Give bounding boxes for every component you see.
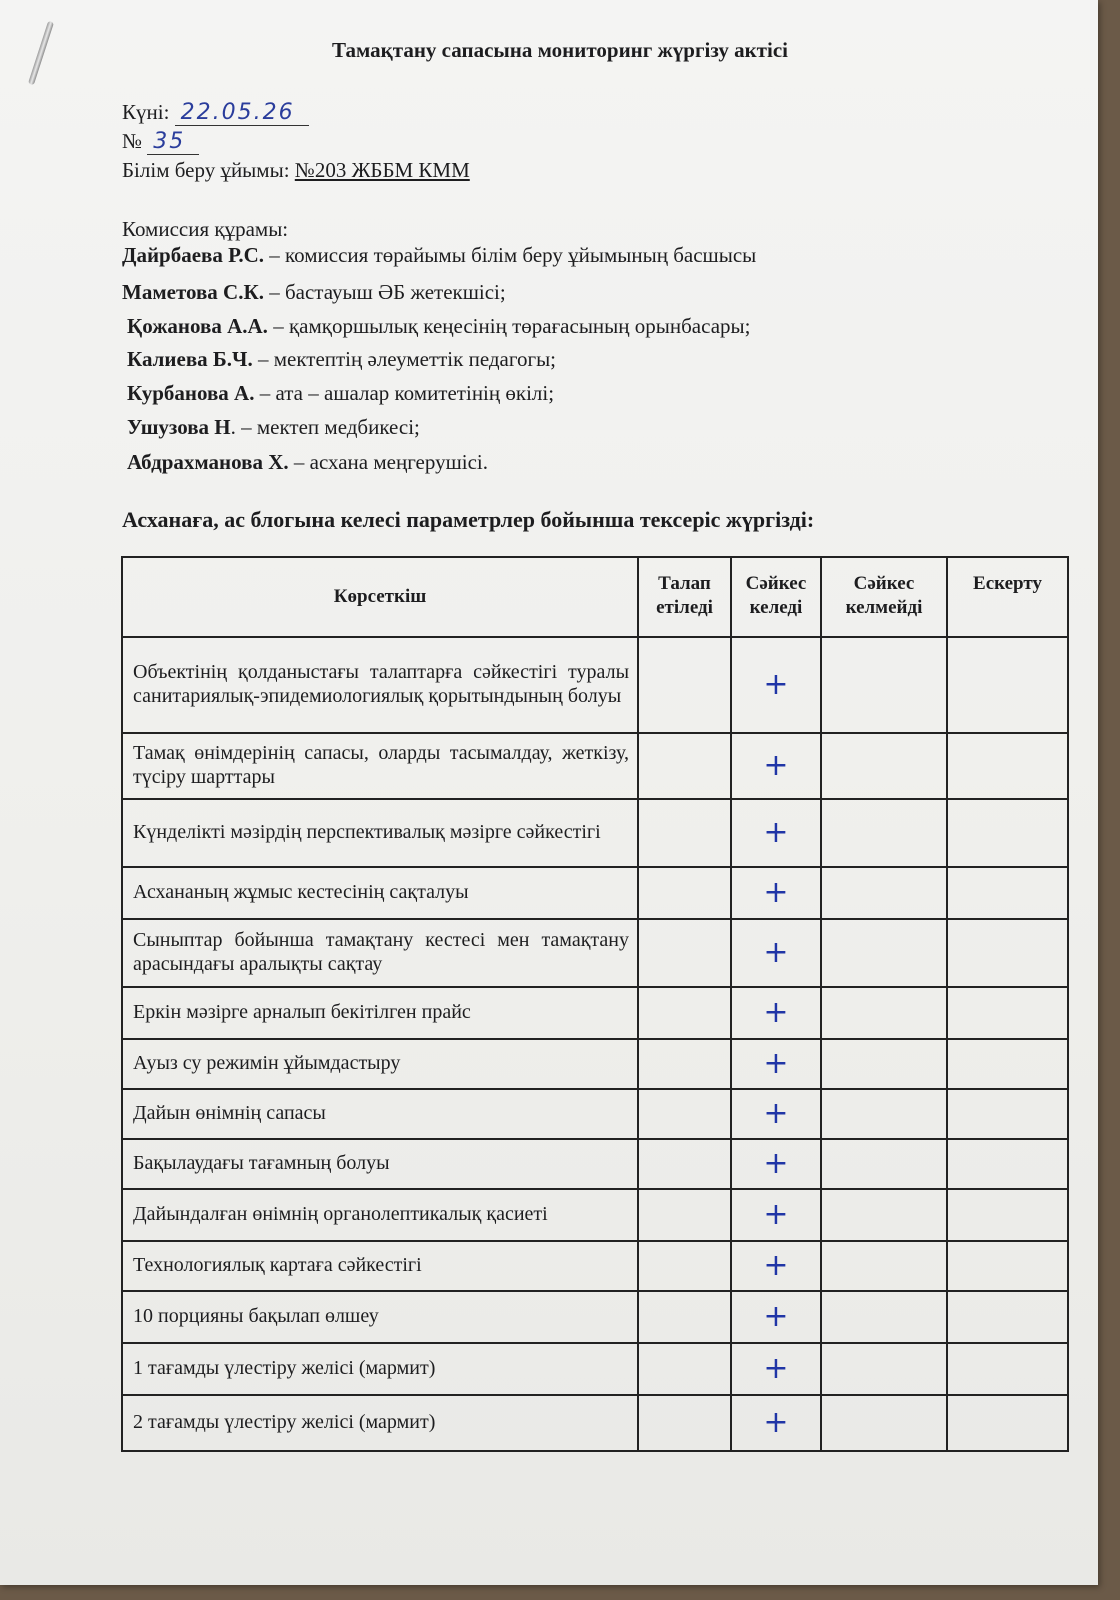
note-cell — [947, 867, 1068, 919]
member-role: – ата – ашалар комитетінің өкілі; — [254, 381, 555, 405]
complies-mark: + — [731, 867, 821, 919]
table-row — [122, 867, 1068, 919]
table-row — [122, 1189, 1068, 1241]
indicator-cell: Сыныптар бойынша тамақтану кестесі мен тамақтану арасындағы аралықты сақтау — [122, 919, 638, 987]
required-cell — [638, 1039, 731, 1089]
complies-mark: + — [731, 1291, 821, 1343]
required-cell — [638, 1089, 731, 1139]
note-cell — [947, 637, 1068, 733]
indicator-cell: Бақылаудағы тағамның болуы — [122, 1139, 638, 1189]
date-line — [122, 100, 309, 125]
indicator-cell: Дайындалған өнімнің органолептикалық қасиеті — [122, 1189, 638, 1241]
table-row — [122, 919, 1068, 987]
table-row — [122, 1343, 1068, 1395]
complies-mark: + — [731, 1139, 821, 1189]
commission-member — [127, 415, 420, 440]
complies-mark: + — [731, 1089, 821, 1139]
not-complies-cell — [821, 637, 947, 733]
note-cell — [947, 919, 1068, 987]
indicator-cell: Асхананың жұмыс кестесінің сақталуы — [122, 867, 638, 919]
note-cell — [947, 1139, 1068, 1189]
member-name: Курбанова А. — [127, 381, 255, 405]
organization-line — [122, 158, 470, 183]
member-name: Абдрахманова Х. — [127, 450, 289, 474]
note-cell — [947, 733, 1068, 799]
member-role: – асхана меңгерушісі. — [288, 450, 488, 474]
not-complies-cell — [821, 733, 947, 799]
not-complies-cell — [821, 867, 947, 919]
complies-mark: + — [731, 1189, 821, 1241]
note-cell — [947, 1089, 1068, 1139]
required-cell — [638, 1139, 731, 1189]
number-value: 35 — [147, 129, 199, 155]
complies-mark: + — [731, 1395, 821, 1451]
note-cell — [947, 799, 1068, 867]
table-row — [122, 637, 1068, 733]
complies-mark: + — [731, 1241, 821, 1291]
date-label: Күні: — [122, 100, 170, 124]
commission-member — [122, 280, 506, 305]
commission-member — [122, 243, 756, 268]
required-cell — [638, 1189, 731, 1241]
monitoring-table — [121, 556, 1069, 1452]
table-row — [122, 1291, 1068, 1343]
note-cell — [947, 987, 1068, 1039]
required-cell — [638, 919, 731, 987]
indicator-cell: Еркін мәзірге арналып бекітілген прайс — [122, 987, 638, 1039]
member-role: . – мектеп медбикесі; — [230, 415, 420, 439]
required-cell — [638, 1291, 731, 1343]
indicator-cell: Ауыз су режимін ұйымдастыру — [122, 1039, 638, 1089]
member-role: – комиссия төрайымы білім беру ұйымының басшысы — [264, 243, 757, 267]
header-indicator: Көрсеткіш — [122, 557, 638, 637]
not-complies-cell — [821, 1189, 947, 1241]
complies-mark: + — [731, 919, 821, 987]
note-cell — [947, 1343, 1068, 1395]
document-title: Тамақтану сапасына мониторинг жүргізу актісі — [332, 38, 788, 62]
not-complies-cell — [821, 987, 947, 1039]
table-row — [122, 1089, 1068, 1139]
member-name: Ушузова Н — [127, 415, 231, 439]
indicator-cell: 2 тағамды үлестіру желісі (мармит) — [122, 1395, 638, 1451]
table-row — [122, 1241, 1068, 1291]
not-complies-cell — [821, 1089, 947, 1139]
complies-mark: + — [731, 733, 821, 799]
table-row — [122, 733, 1068, 799]
member-role: – бастауыш ӘБ жетекшісі; — [263, 280, 506, 304]
header-note: Ескерту — [947, 557, 1068, 637]
indicator-cell: Технологиялық картаға сәйкестігі — [122, 1241, 638, 1291]
table-row — [122, 1139, 1068, 1189]
commission-member — [127, 381, 554, 406]
required-cell — [638, 1241, 731, 1291]
table-row — [122, 1395, 1068, 1451]
required-cell — [638, 1343, 731, 1395]
complies-mark: + — [731, 1039, 821, 1089]
table-row — [122, 987, 1068, 1039]
commission-heading: Комиссия құрамы: — [122, 217, 289, 241]
commission-member — [127, 450, 488, 475]
note-cell — [947, 1395, 1068, 1451]
indicator-cell: Тамақ өнімдерінің сапасы, оларды тасымалдау, жеткізу, түсіру шарттары — [122, 733, 638, 799]
not-complies-cell — [821, 1395, 947, 1451]
member-name: Қожанова А.А. — [127, 314, 268, 338]
required-cell — [638, 733, 731, 799]
header-not-complies: Сәйкес келмейді — [821, 557, 947, 637]
inspection-heading: Асханаға, ас блогына келесі параметрлер бойынша тексеріс жүргізді: — [122, 507, 815, 532]
header-required: Талап етіледі — [638, 557, 731, 637]
indicator-cell: 10 порцияны бақылап өлшеу — [122, 1291, 638, 1343]
organization-value: №203 ЖББМ КММ — [294, 158, 470, 182]
note-cell — [947, 1189, 1068, 1241]
not-complies-cell — [821, 1139, 947, 1189]
complies-mark: + — [731, 799, 821, 867]
required-cell — [638, 637, 731, 733]
organization-label: Білім беру ұйымы: — [122, 158, 290, 182]
member-name: Дайрбаева Р.С. — [122, 243, 265, 267]
table-header-row — [122, 557, 1068, 637]
note-cell — [947, 1039, 1068, 1089]
member-name: Калиева Б.Ч. — [127, 347, 253, 371]
commission-member — [127, 347, 556, 372]
not-complies-cell — [821, 919, 947, 987]
not-complies-cell — [821, 1039, 947, 1089]
complies-mark: + — [731, 637, 821, 733]
required-cell — [638, 1395, 731, 1451]
not-complies-cell — [821, 1343, 947, 1395]
not-complies-cell — [821, 1291, 947, 1343]
indicator-cell: 1 тағамды үлестіру желісі (мармит) — [122, 1343, 638, 1395]
header-complies: Сәйкес келеді — [731, 557, 821, 637]
indicator-cell: Дайын өнімнің сапасы — [122, 1089, 638, 1139]
number-label: № — [122, 129, 143, 153]
indicator-cell: Объектінің қолданыстағы талаптарға сәйкестігі туралы санитариялық-эпидемиологиялық қорытындының болуы — [122, 637, 638, 733]
indicator-cell: Күнделікті мәзірдің перспективалық мәзірге сәйкестігі — [122, 799, 638, 867]
note-cell — [947, 1241, 1068, 1291]
not-complies-cell — [821, 1241, 947, 1291]
table-row — [122, 799, 1068, 867]
complies-mark: + — [731, 987, 821, 1039]
member-name: Маметова С.К. — [122, 280, 264, 304]
member-role: – қамқоршылық кеңесінің төрағасының орынбасары; — [267, 314, 751, 338]
date-value: 22.05.26 — [175, 100, 309, 126]
required-cell — [638, 867, 731, 919]
member-role: – мектептің әлеуметтік педагогы; — [252, 347, 557, 371]
required-cell — [638, 799, 731, 867]
table-row — [122, 1039, 1068, 1089]
commission-member — [127, 314, 750, 339]
not-complies-cell — [821, 799, 947, 867]
required-cell — [638, 987, 731, 1039]
note-cell — [947, 1291, 1068, 1343]
number-line — [122, 129, 199, 154]
complies-mark: + — [731, 1343, 821, 1395]
